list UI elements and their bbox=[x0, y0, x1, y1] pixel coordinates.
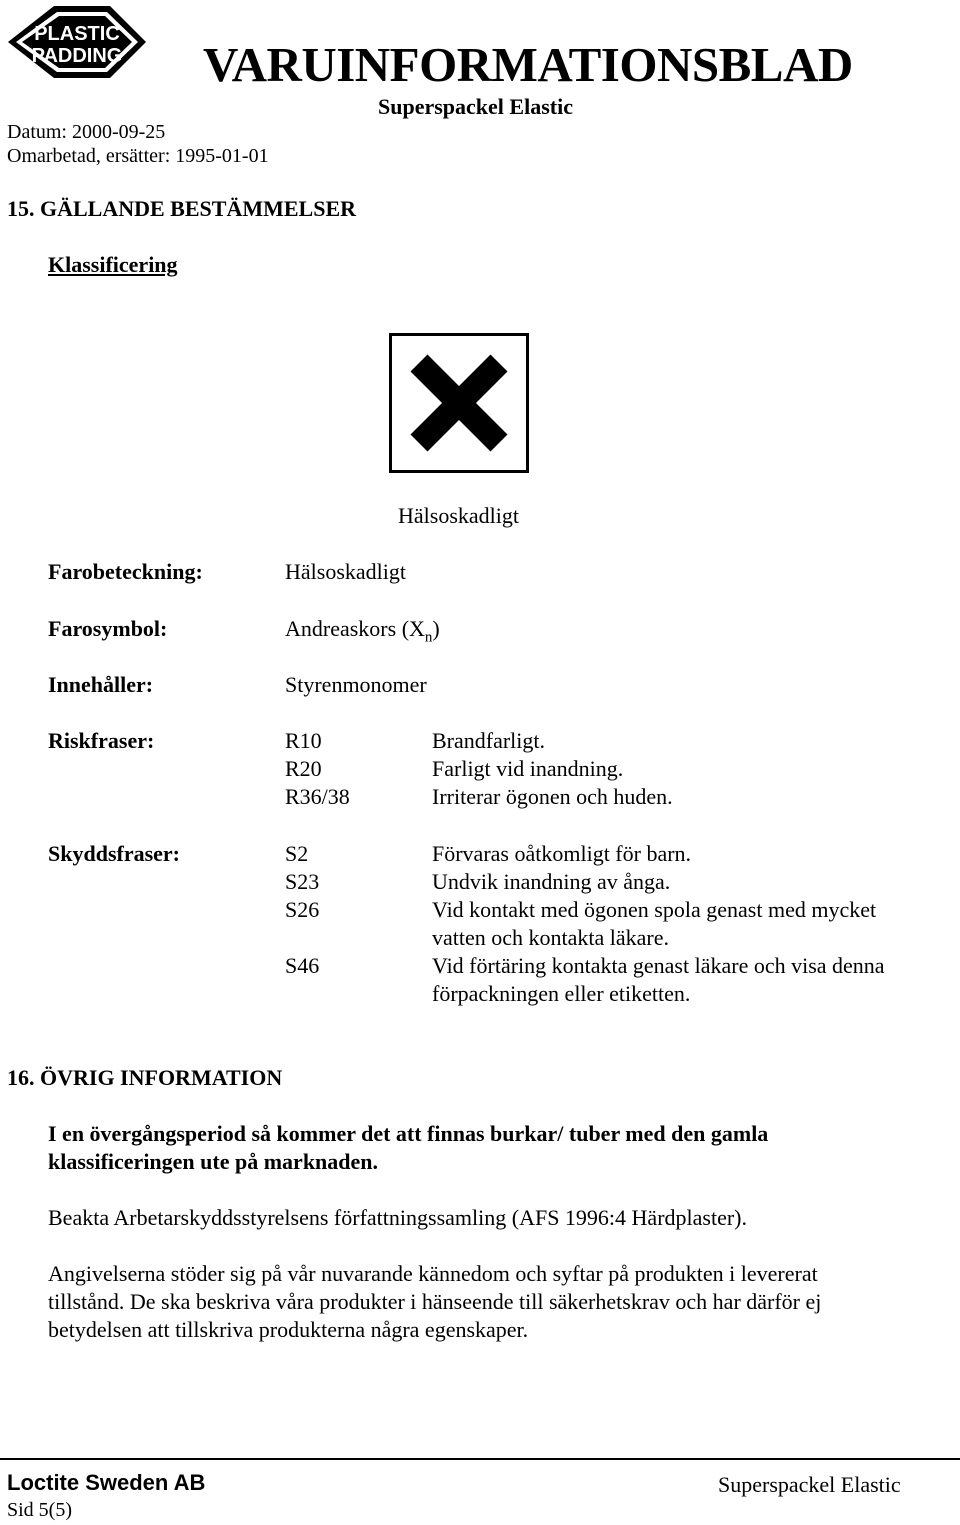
risk-text: Brandfarligt. bbox=[432, 728, 546, 753]
field-value: Hälsoskadligt bbox=[285, 559, 406, 584]
hazard-symbol-caption: Hälsoskadligt bbox=[398, 503, 519, 528]
hazard-symbol-suffix: ) bbox=[432, 616, 440, 641]
section-15-heading: 15. GÄLLANDE BESTÄMMELSER bbox=[7, 196, 357, 221]
footer-product-name: Superspackel Elastic bbox=[718, 1472, 901, 1497]
field-label: Innehåller: bbox=[48, 672, 154, 697]
footer-divider bbox=[0, 1458, 960, 1460]
risk-text: Farligt vid inandning. bbox=[432, 756, 624, 781]
risk-phrases-label: Riskfraser: bbox=[48, 728, 155, 753]
section-16-heading: 16. ÖVRIG INFORMATION bbox=[7, 1065, 283, 1090]
date-line: Datum: 2000-09-25 bbox=[7, 121, 166, 143]
disclaimer-line: betydelsen att tillskriva produkterna några egenskaper. bbox=[48, 1317, 529, 1342]
logo-text-padding: PADDING bbox=[31, 45, 123, 67]
safety-text: Förvaras oåtkomligt för barn. bbox=[432, 841, 692, 866]
risk-code: R20 bbox=[285, 756, 322, 781]
regulation-reference: Beakta Arbetarskyddsstyrelsens författningssamling (AFS 1996:4 Härdplaster). bbox=[48, 1205, 747, 1230]
field-value: Styrenmonomer bbox=[285, 672, 427, 697]
safety-text: Vid kontakt med ögonen spola genast med mycket bbox=[432, 897, 877, 922]
plastic-padding-logo bbox=[4, 2, 150, 82]
field-label: Farobeteckning: bbox=[48, 559, 203, 584]
andreas-cross-icon bbox=[389, 333, 529, 473]
safety-text: förpackningen eller etiketten. bbox=[432, 981, 691, 1006]
safety-code: S46 bbox=[285, 953, 320, 978]
risk-text: Irriterar ögonen och huden. bbox=[432, 784, 673, 809]
field-value bbox=[285, 616, 440, 646]
hazard-symbol-name: Andreaskors (X bbox=[285, 616, 425, 641]
hazard-symbol-subscript: n bbox=[424, 629, 433, 646]
risk-code: R36/38 bbox=[285, 784, 350, 809]
safety-text: vatten och kontakta läkare. bbox=[432, 925, 670, 950]
disclaimer-line: Angivelserna stöder sig på vår nuvarande kännedom och syftar på produkten i levererat bbox=[48, 1261, 818, 1286]
notice-line: klassificeringen ute på marknaden. bbox=[48, 1149, 379, 1174]
disclaimer-line: tillstånd. De ska beskriva våra produkter i hänseende till säkerhetskrav och har därför ej bbox=[48, 1289, 822, 1314]
document-title: VARUINFORMATIONSBLAD bbox=[203, 37, 853, 92]
safety-text: Undvik inandning av ånga. bbox=[432, 869, 671, 894]
company-name: Loctite Sweden AB bbox=[7, 1470, 206, 1495]
field-label: Farosymbol: bbox=[48, 616, 168, 641]
revised-line: Omarbetad, ersätter: 1995-01-01 bbox=[7, 145, 269, 167]
risk-code: R10 bbox=[285, 728, 322, 753]
logo-text-plastic: PLASTIC bbox=[34, 23, 120, 45]
safety-code: S2 bbox=[285, 841, 309, 866]
page-number: Sid 5(5) bbox=[7, 1499, 72, 1521]
safety-phrases-label: Skyddsfraser: bbox=[48, 841, 181, 866]
safety-code: S26 bbox=[285, 897, 320, 922]
safety-text: Vid förtäring kontakta genast läkare och visa denna bbox=[432, 953, 885, 978]
product-name-header: Superspackel Elastic bbox=[378, 94, 573, 119]
classification-heading: Klassificering bbox=[48, 252, 178, 277]
notice-line: I en övergångsperiod så kommer det att finnas burkar/ tuber med den gamla bbox=[48, 1121, 769, 1146]
safety-code: S23 bbox=[285, 869, 320, 894]
